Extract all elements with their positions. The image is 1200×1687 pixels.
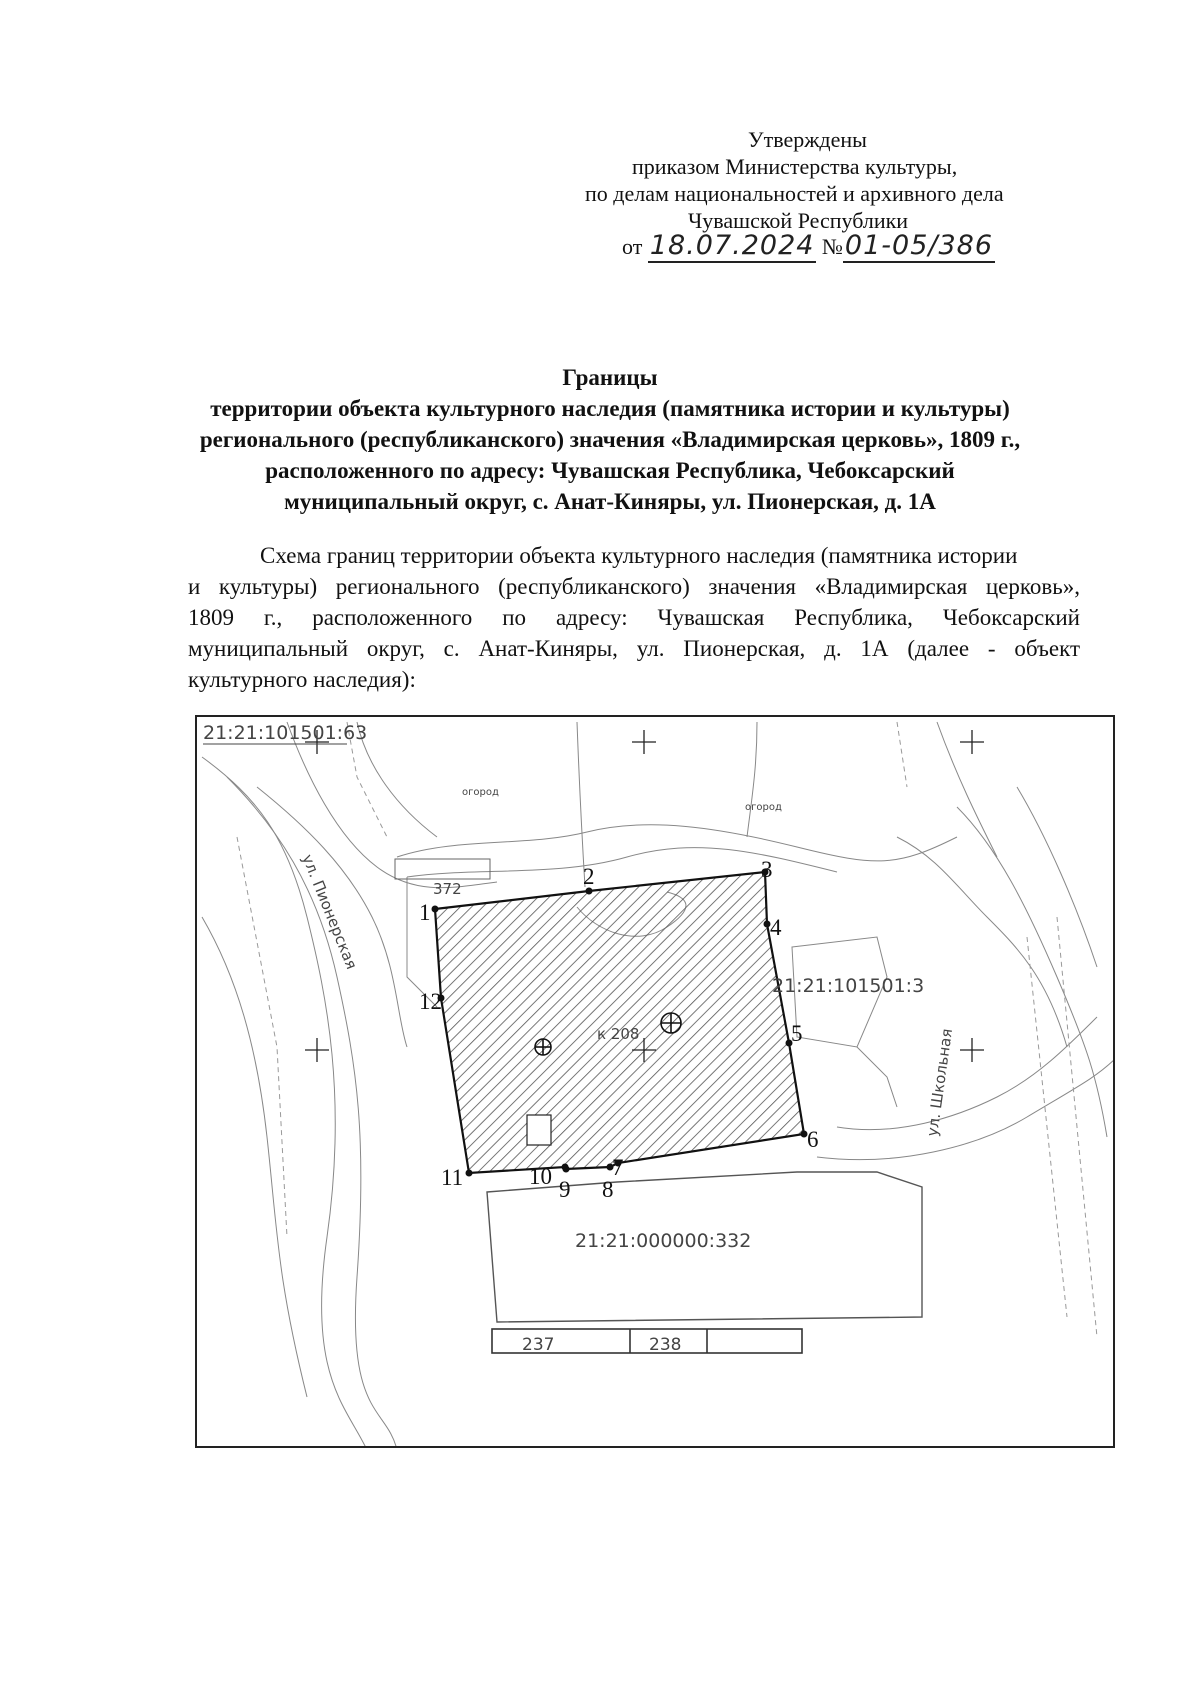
paragraph-line-5: культурного наследия):	[188, 667, 416, 692]
paragraph-line-1: Схема границ территории объекта культурного наследия (памятника истории	[260, 543, 1018, 568]
plot-237-label: 237	[522, 1335, 555, 1355]
street-shkolnaya-label: ул. Школьная	[923, 1027, 957, 1138]
point-3-label: 3	[761, 857, 773, 882]
street-pionerskaya-label: ул. Пионерская	[298, 851, 361, 972]
title-line-2: территории объекта культурного наследия (памятника истории и культуры)	[210, 396, 1010, 421]
parcel-right-label: 21:21:101501:3	[772, 975, 925, 997]
approval-line-3: по делам национальностей и архивного дела	[585, 181, 1004, 206]
parcel-bottom-label: 21:21:000000:332	[575, 1230, 752, 1252]
point-8-label: 8	[602, 1177, 614, 1202]
approval-line-4: Чувашской Республики	[688, 208, 909, 233]
point-1-label: 1	[419, 900, 431, 925]
height-mark-label: к 208	[597, 1025, 640, 1043]
boundary-map-svg	[197, 717, 1115, 1448]
building-372-label: 372	[433, 880, 462, 898]
point-6-label: 6	[807, 1127, 819, 1152]
title-line-4: расположенного по адресу: Чувашская Республика, Чебоксарский	[265, 458, 955, 483]
point-4-label: 4	[770, 915, 782, 940]
paragraph-line-3: 1809 г., расположенного по адресу: Чувашская Республика, Чебоксарский	[188, 605, 1080, 630]
point-10-label: 10	[529, 1164, 552, 1189]
approval-line-1: Утверждены	[748, 127, 867, 152]
southern-parcel	[487, 1172, 922, 1353]
approval-date-line	[622, 231, 995, 261]
parcel-top-left-label: 21:21:101501:63	[203, 722, 368, 744]
approval-line-2: приказом Министерства культуры,	[632, 154, 958, 179]
point-5-label: 5	[791, 1021, 803, 1046]
plot-238-label: 238	[649, 1335, 682, 1355]
boundary-map	[195, 715, 1115, 1448]
garden-right-label: огород	[745, 802, 782, 813]
title-line-3: регионального (республиканского) значения «Владимирская церковь», 1809 г.,	[199, 427, 1021, 452]
point-7-label: 7	[612, 1155, 624, 1180]
date-prefix: от	[622, 234, 643, 259]
title-line-5: муниципальный округ, с. Анат-Киняры, ул. Пионерская, д. 1А	[284, 489, 936, 514]
paragraph-line-4: муниципальный округ, с. Анат-Киняры, ул. Пионерская, д. 1А (далее - объект	[188, 636, 1080, 661]
paragraph-line-2: и культуры) регионального (республиканского) значения «Владимирская церковь»,	[188, 574, 1080, 599]
approval-date: 18.07.2024	[649, 230, 815, 261]
title-line-1: Границы	[562, 365, 658, 390]
document-title	[150, 362, 1070, 517]
garden-left-label: огород	[462, 787, 499, 798]
approval-number: 01-05/386	[844, 230, 994, 261]
point-11-label: 11	[441, 1165, 464, 1190]
boundary-polygon	[435, 872, 804, 1173]
point-9-label: 9	[559, 1177, 571, 1202]
scheme-paragraph	[188, 540, 1080, 695]
number-prefix: №	[821, 234, 843, 259]
point-2-label: 2	[583, 864, 595, 889]
chapel-outline	[527, 1115, 551, 1145]
point-12-label: 12	[419, 989, 442, 1014]
building-outline	[395, 859, 490, 879]
